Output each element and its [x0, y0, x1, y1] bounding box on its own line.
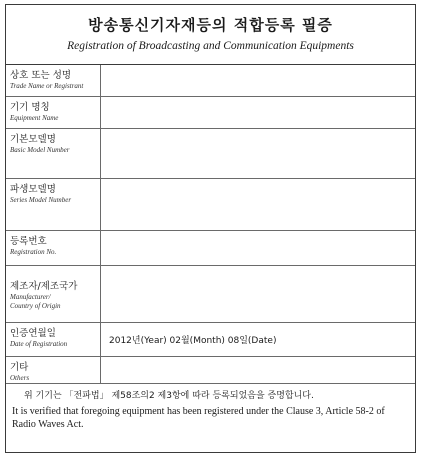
- label-cell: [6, 129, 101, 178]
- series-model-value: [101, 179, 415, 230]
- title-english: Registration of Broadcasting and Communication Equipments: [67, 40, 354, 52]
- registration-certificate: [5, 4, 416, 453]
- row-equipment-name: [6, 97, 415, 129]
- label-cell: [6, 65, 101, 96]
- label-korean: 상호 또는 성명: [10, 70, 72, 81]
- basic-model-value: [101, 129, 415, 178]
- label-korean: 기타: [10, 362, 29, 373]
- trade-name-value: [101, 65, 415, 96]
- label-korean: 제조자/제조국가: [10, 281, 78, 292]
- manufacturer-value: [101, 266, 415, 322]
- label-english: Basic Model Number: [10, 146, 70, 154]
- statement-korean: 위 기기는 「전파법」 제58조의2 제3항에 따라 등록되었음을 증명합니다.: [24, 391, 314, 401]
- certificate-header: [6, 5, 415, 65]
- row-series-model: [6, 179, 415, 231]
- label-cell: [6, 179, 101, 230]
- registration-no-value: [101, 231, 415, 265]
- label-korean: 기본모델명: [10, 134, 56, 145]
- label-cell: [6, 266, 101, 322]
- label-english: Trade Name or Registrant: [10, 82, 84, 90]
- date-of-registration-value: 2012년(Year) 02월(Month) 08일(Date): [109, 336, 277, 346]
- label-korean: 기기 명칭: [10, 102, 50, 113]
- label-english: Equipment Name: [10, 114, 59, 122]
- statement-english: It is verified that foregoing equipment has been registered under the Clause 3, Article 58-2 of Radio Waves Act.: [12, 406, 385, 430]
- label-english-line2: Country of Origin: [10, 302, 61, 310]
- label-cell: [6, 97, 101, 128]
- row-date-of-registration: [6, 323, 415, 357]
- row-manufacturer: [6, 266, 415, 323]
- label-english: Manufacturer/: [10, 293, 51, 301]
- certification-statement: [6, 384, 415, 431]
- row-registration-no: [6, 231, 415, 266]
- label-korean: 인증연월일: [10, 328, 56, 339]
- row-trade-name: [6, 65, 415, 97]
- label-english: Series Model Number: [10, 196, 72, 204]
- label-english: Others: [10, 374, 30, 382]
- label-cell: [6, 231, 101, 265]
- label-english: Date of Registration: [10, 340, 68, 348]
- equipment-name-value: [101, 97, 415, 128]
- label-cell: [6, 323, 101, 356]
- others-value: [101, 357, 415, 383]
- row-others: [6, 357, 415, 384]
- label-cell: [6, 357, 101, 383]
- label-english: Registration No.: [10, 248, 57, 256]
- label-korean: 파생모델명: [10, 184, 56, 195]
- title-korean: 방송통신기자재등의 적합등록 필증: [88, 16, 333, 34]
- label-korean: 등록번호: [10, 236, 47, 247]
- row-basic-model: [6, 129, 415, 179]
